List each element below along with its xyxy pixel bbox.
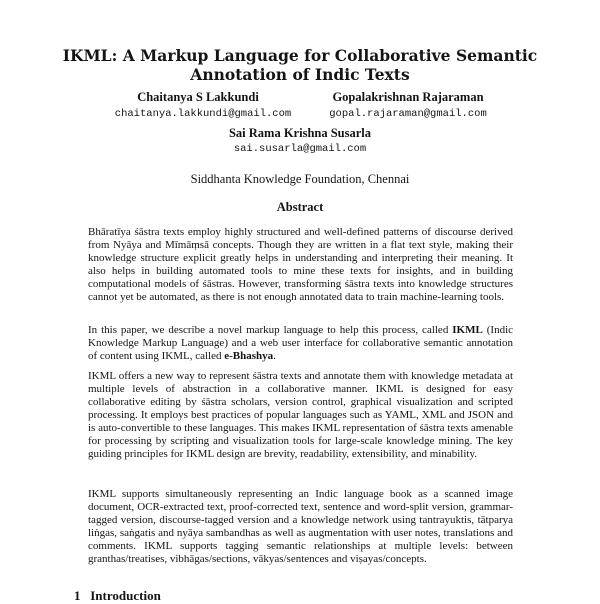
affiliation: Siddhanta Knowledge Foundation, Chennai — [190, 172, 410, 186]
abstract-p2-text: In this paper, we describe a novel markup language to help this process, called — [88, 324, 453, 336]
author-email-2[interactable]: gopal.rajaraman@gmail.com — [329, 108, 487, 120]
ebhashya-term: e-Bhashya — [224, 350, 274, 362]
abstract-paragraph-2 — [88, 324, 513, 363]
abstract-heading: Abstract — [276, 200, 324, 214]
abstract-paragraph-3: IKML offers a new way to represent śāstra texts and annotate them with knowledge metadata at multiple levels of abstraction in a collaborative manner. IKML is designed for easy collaborative editing by śāstra scholars, version control, graphical visualization and scripted processing. It employs best practices of popular languages such as YAML, XML and JSON and is auto-convertible to these languages. This makes IKML representation of śāstra texts amenable for processing by scripting and visualization tools for large-scale knowledge mining. The key guiding principles for IKML design are brevity, readability, extensibility, and minability. — [88, 370, 513, 460]
abstract-paragraph-4: IKML supports simultaneously representing an Indic language book as a scanned image document, OCR-extracted text, proof-corrected text, sentence and word-split version, grammar-tagged version, discourse-tagged version and a knowledge network using tantrayuktis, tātparya liṅgas, saṅgatis and nyāya sambandhas as well as augmentation with user notes, translations and comments. IKML supports tagging semantic relationships at multiple levels: between granthas/treatises, vibhāgas/sections, vākyas/sentences and viṣayas/concepts. — [88, 488, 513, 565]
section-number: 1 — [74, 588, 81, 603]
abstract-paragraph-1: Bhāratīya śāstra texts employ highly structured and well-defined patterns of discourse derived from Nyāya and Mīmāṃsā concepts. Though they are written in a flat text style, making their knowledge structure explicit greatly helps in understanding and interpreting their meaning. It also helps in building automated tools to mine these texts for insights, and in building computational models of śāstras. However, transforming śāstra texts into knowledge structures cannot yet be automated, as there is not enough annotated data to train machine-learning tools. — [88, 226, 513, 303]
ikml-term: IKML — [452, 324, 483, 336]
abstract-p2-text-middle: (Indic Knowledge Markup Language) and a web user interface for collaborative semantic annotation of content using IKML, called — [88, 324, 514, 362]
abstract-p2-text-end: . — [273, 350, 276, 362]
section-heading — [74, 588, 161, 604]
author-name-1: Chaitanya S Lakkundi — [137, 90, 259, 104]
paper-title: IKML: A Markup Language for Collaborative Semantic Annotation of Indic Texts — [62, 46, 538, 84]
section-title: Introduction — [90, 588, 161, 603]
author-name-2: Gopalakrishnan Rajaraman — [332, 90, 484, 104]
author-name-3: Sai Rama Krishna Susarla — [228, 126, 372, 140]
author-email-3[interactable]: sai.susarla@gmail.com — [233, 143, 367, 155]
author-email-1[interactable]: chaitanya.lakkundi@gmail.com — [114, 108, 292, 120]
